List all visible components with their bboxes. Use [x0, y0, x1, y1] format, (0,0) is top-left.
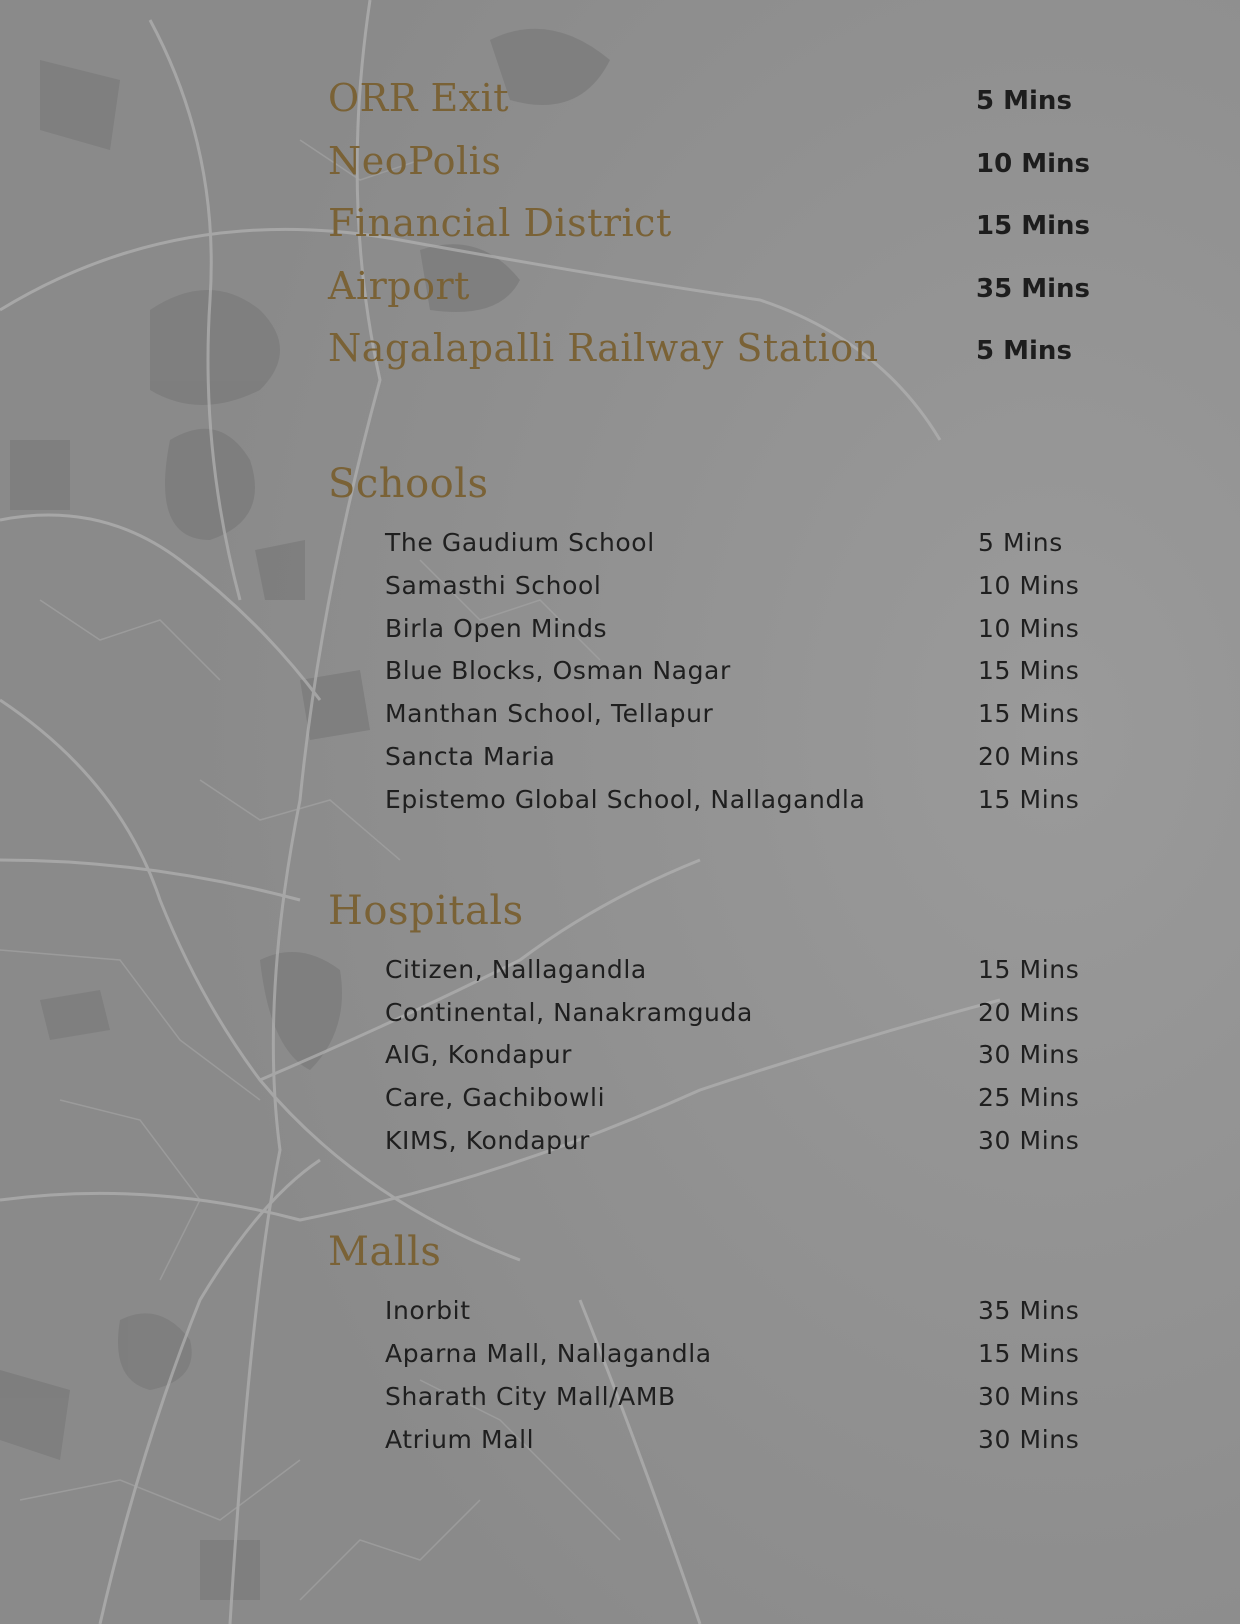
- list-item-name: Samasthi School: [385, 571, 602, 600]
- landmark-name: NeoPolis: [328, 139, 502, 183]
- list-item-time: 20 Mins: [978, 998, 1080, 1027]
- list-item-time: 30 Mins: [978, 1425, 1080, 1454]
- list-item-name: Care, Gachibowli: [385, 1083, 606, 1112]
- landmark-name: Nagalapalli Railway Station: [328, 326, 879, 370]
- list-item-time: 5 Mins: [978, 528, 1063, 557]
- landmark-name: Airport: [328, 264, 470, 308]
- section-heading-schools: Schools: [328, 461, 489, 507]
- list-item-time: 15 Mins: [978, 955, 1080, 984]
- list-item-time: 35 Mins: [978, 1296, 1080, 1325]
- list-item-name: Atrium Mall: [385, 1425, 535, 1454]
- list-item-time: 20 Mins: [978, 742, 1080, 771]
- list-item-time: 25 Mins: [978, 1083, 1080, 1112]
- list-item-name: Continental, Nanakramguda: [385, 998, 753, 1027]
- list-item-name: Citizen, Nallagandla: [385, 955, 647, 984]
- section-heading-malls: Malls: [328, 1229, 442, 1275]
- list-item-name: Birla Open Minds: [385, 614, 608, 643]
- landmark-time: 5 Mins: [976, 86, 1072, 116]
- landmark-time: 35 Mins: [976, 274, 1091, 304]
- list-item-name: The Gaudium School: [385, 528, 655, 557]
- list-item-time: 15 Mins: [978, 699, 1080, 728]
- landmark-name: Financial District: [328, 201, 672, 245]
- list-item-name: Epistemo Global School, Nallagandla: [385, 785, 866, 814]
- list-item-name: KIMS, Kondapur: [385, 1126, 590, 1155]
- list-item-name: AIG, Kondapur: [385, 1040, 573, 1069]
- section-heading-hospitals: Hospitals: [328, 888, 524, 934]
- list-item-time: 30 Mins: [978, 1382, 1080, 1411]
- landmark-name: ORR Exit: [328, 76, 510, 120]
- landmark-time: 10 Mins: [976, 149, 1091, 179]
- list-item-name: Inorbit: [385, 1296, 471, 1325]
- list-item-name: Blue Blocks, Osman Nagar: [385, 656, 731, 685]
- list-item-name: Manthan School, Tellapur: [385, 699, 714, 728]
- list-item-time: 15 Mins: [978, 785, 1080, 814]
- list-item-time: 10 Mins: [978, 614, 1080, 643]
- list-item-name: Sancta Maria: [385, 742, 556, 771]
- list-item-time: 30 Mins: [978, 1040, 1080, 1069]
- list-item-time: 15 Mins: [978, 1339, 1080, 1368]
- list-item-name: Aparna Mall, Nallagandla: [385, 1339, 712, 1368]
- list-item-time: 10 Mins: [978, 571, 1080, 600]
- list-item-name: Sharath City Mall/AMB: [385, 1382, 676, 1411]
- list-item-time: 30 Mins: [978, 1126, 1080, 1155]
- landmark-time: 15 Mins: [976, 211, 1091, 241]
- landmark-time: 5 Mins: [976, 336, 1072, 366]
- list-item-time: 15 Mins: [978, 656, 1080, 685]
